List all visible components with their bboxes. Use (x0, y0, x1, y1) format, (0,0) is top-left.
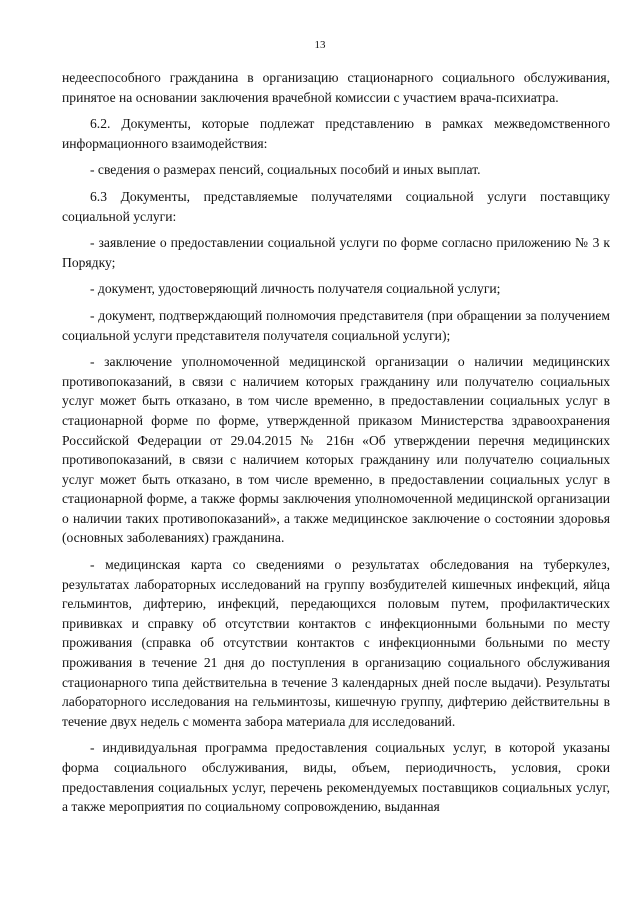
list-item-individual-program: - индивидуальная программа предоставления социальных услуг, в которой указаны форма социального обслуживания, виды, объем, периодичность, условия, сроки предоставления социальных услуг, перечень рекомендуемых поставщиков социальных услуг, а также мероприятия по социальному сопровождению, выданная (62, 740, 610, 815)
page-number: 13 (314, 39, 326, 51)
list-item-medical-conclusion: - заключение уполномоченной медицинской организации о наличии медицинских противопоказаний, в связи с наличием которых гражданину или получателю социальных услуг может быть отказано, в том числе временно, в предоставлении социальных услуг в стационарной форме по форме, утвержденной приказом Министерства здравоохранения Российской Федерации от 29.04.2015 № 216н «Об утверждении перечня медицинских противопоказаний, в связи с наличием которых гражданину или получателю социальных услуг может быть отказано, в том числе временно, в предоставлении социальных услуг в стационарной форме, а также формы заключения уполномоченной медицинской организации о наличии таких противопоказаний», а также медицинское заключение о состоянии здоровья (основных заболеваниях) гражданина. (62, 354, 610, 546)
paragraph-6-3-heading: 6.3 Документы, представляемые получателями социальной услуги поставщику социальной услуги: (62, 188, 610, 224)
list-item-application: - заявление о предоставлении социальной услуги по форме согласно приложению № 3 к Порядку; (62, 235, 610, 270)
page-body (62, 68, 610, 824)
list-item-medical-card: - медицинская карта со сведениями о результатах обследования на туберкулез, результатах лабораторных исследований на группу возбудителей кишечных инфекций, яйца гельминтов, дифтерию, инфекций, передающихся половым путем, профилактических прививках и справку об отсутствии контактов с инфекционными больными по месту проживания (справка об отсутствии контактов с инфекционными больными по месту проживания в течение 21 дня до поступления в организацию социального обслуживания стационарного типа действительна в течение 3 календарных дней после выдачи). Результаты лабораторного исследования на гельминтозы, кишечную группу, дифтерию действительны в течение двух недель с момента забора материала для исследований. (62, 557, 610, 729)
paragraph-continuation: недееспособного гражданина в организацию стационарного социального обслуживания, принятое на основании заключения врачебной комиссии с участием врача-психиатра. (62, 70, 610, 105)
paragraph-6-2-heading: 6.2. Документы, которые подлежат представлению в рамках межведомственного информационного взаимодействия: (62, 116, 610, 151)
list-item-pension-info: - сведения о размерах пенсий, социальных пособий и иных выплат. (90, 162, 481, 178)
list-item-representative-authority: - документ, подтверждающий полномочия представителя (при обращении за получением социальной услуги представителя получателя социальной услуги); (62, 307, 610, 343)
list-item-identity-document: - документ, удостоверяющий личность получателя социальной услуги; (90, 281, 501, 297)
